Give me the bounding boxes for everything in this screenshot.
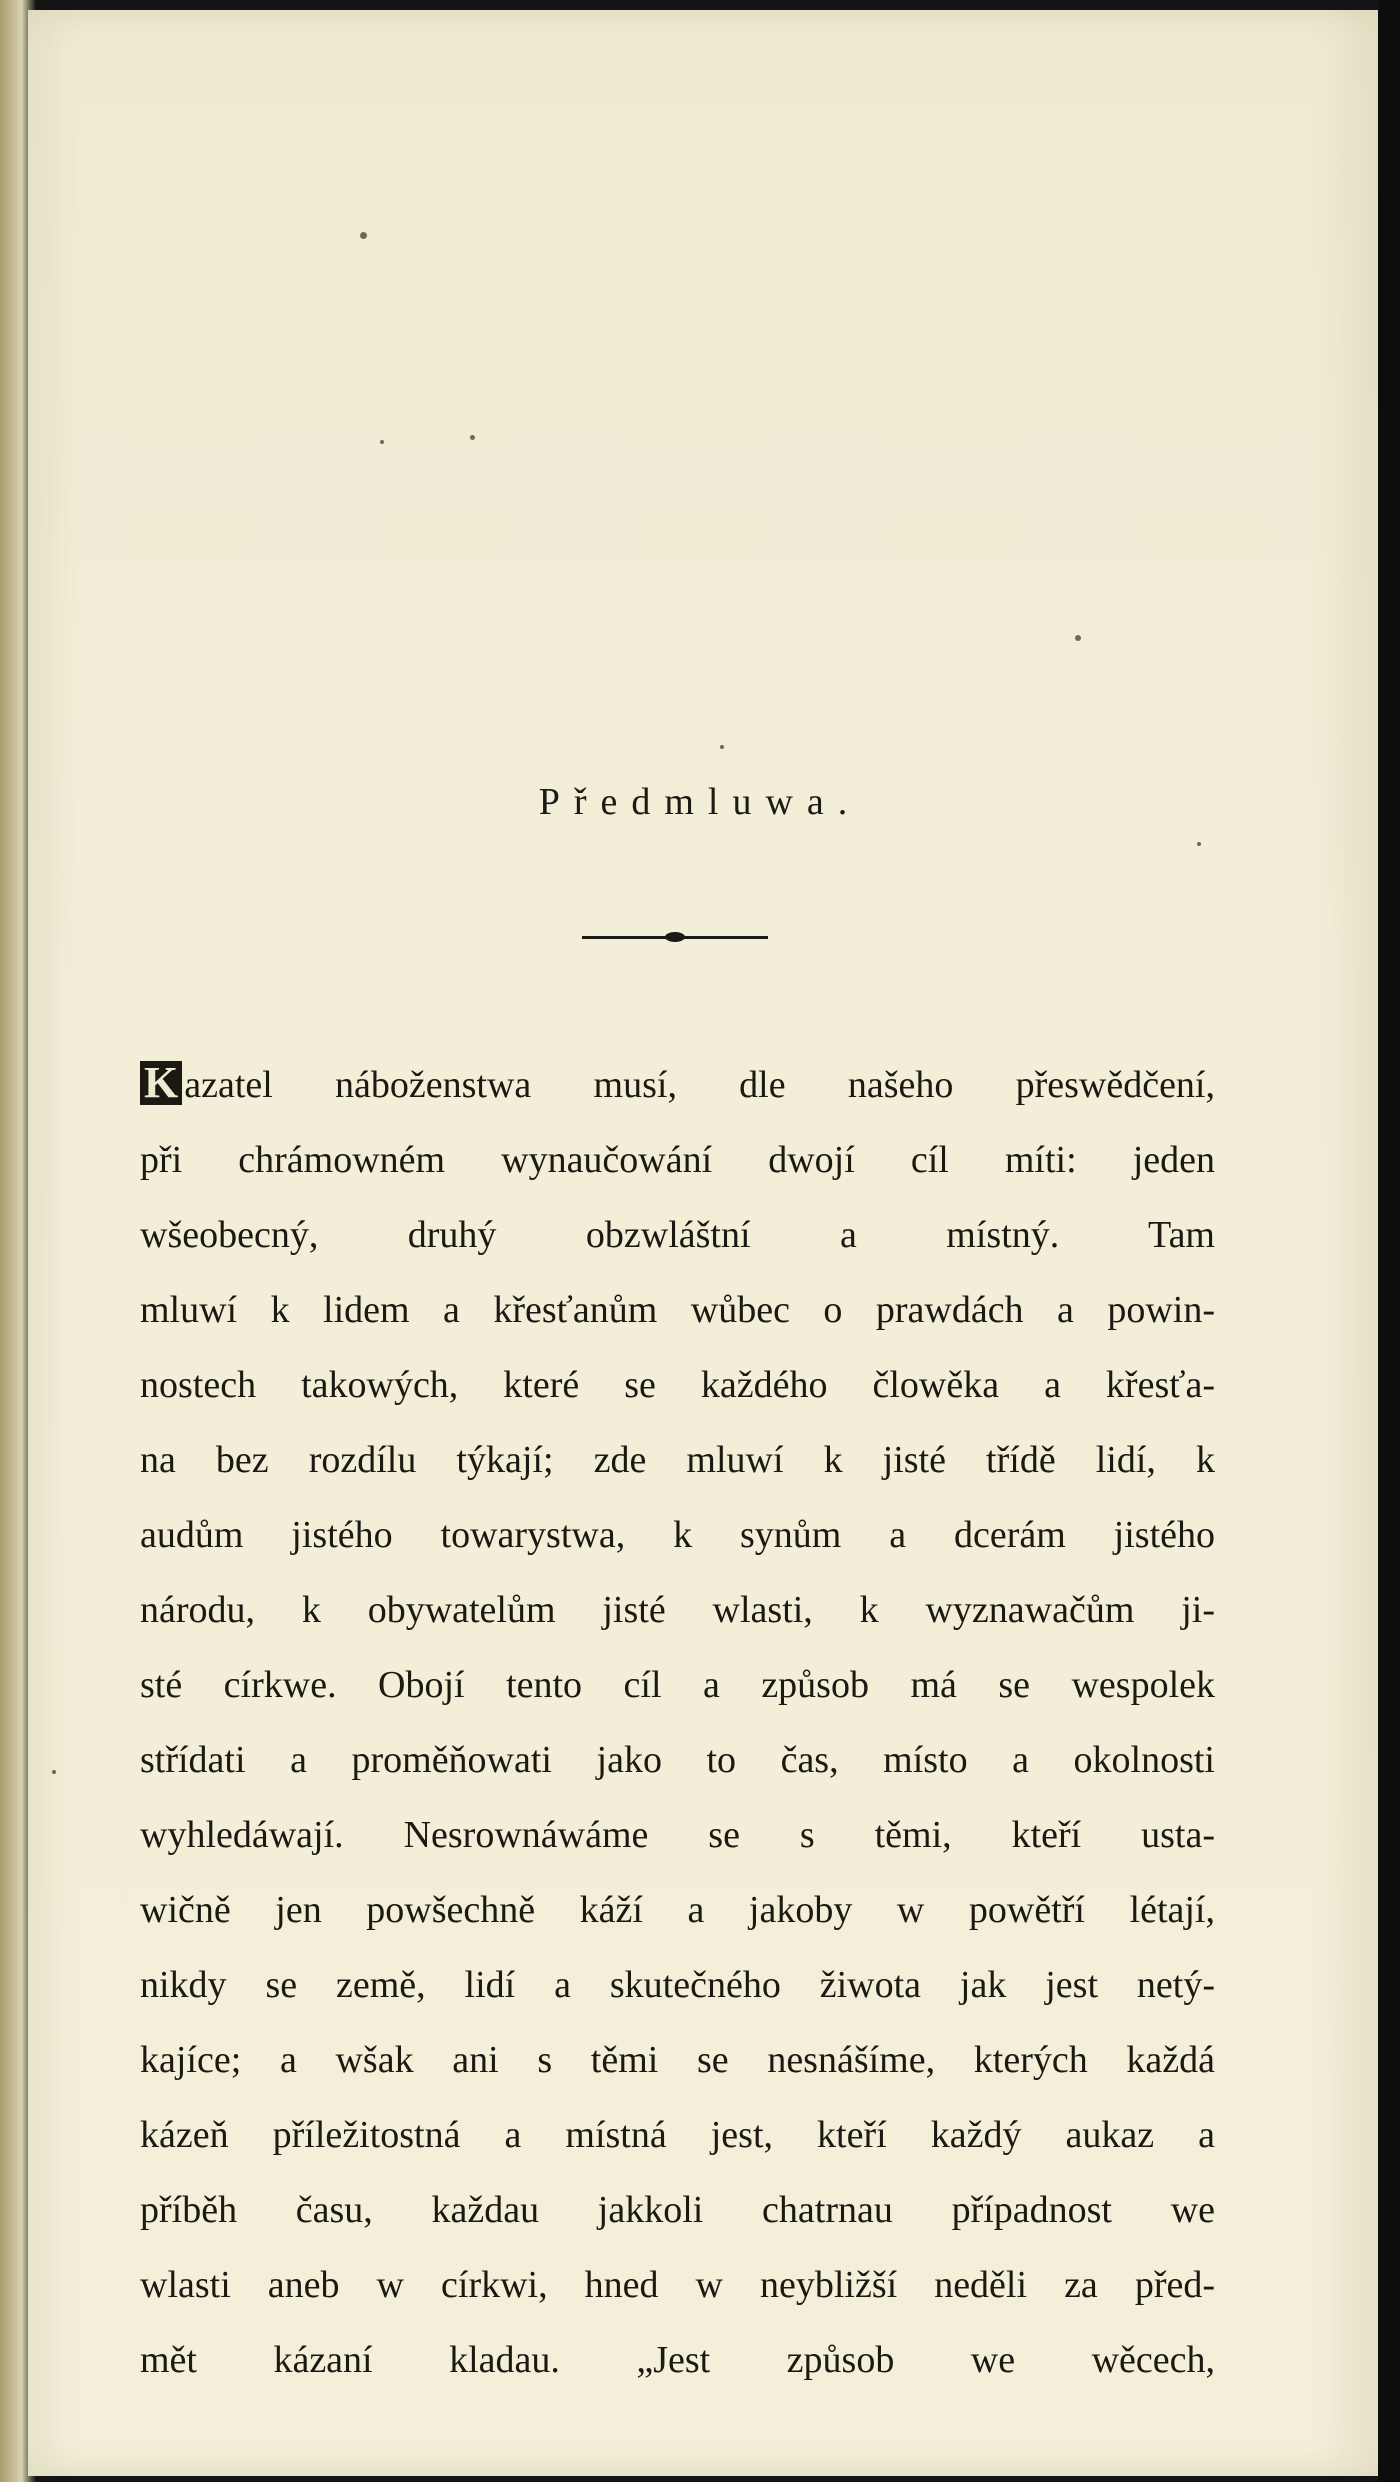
text-line: K azatel náboženstwa musí, dle našeho přeswědčení, bbox=[140, 1048, 1215, 1123]
text-line: nikdy se země, lidí a skutečného žiwota jak jest netý- bbox=[140, 1964, 1215, 2006]
body-text bbox=[140, 1048, 1215, 2398]
text-line: kázeň příležitostná a místná jest, kteří každý aukaz a bbox=[140, 2114, 1215, 2156]
text-line: příběh času, každau jakkoli chatrnau případnost we bbox=[140, 2189, 1215, 2231]
paper-speck bbox=[720, 745, 724, 749]
page-right-border bbox=[1378, 0, 1400, 2482]
text-line: wičně jen powšechně káží a jakoby w powětří létají, bbox=[140, 1889, 1215, 1931]
text-line: wšeobecný, druhý obzwláštní a místný. Tam bbox=[140, 1214, 1215, 1256]
text-line: kajíce; a wšak ani s těmi se nesnášíme, kterých každá bbox=[140, 2039, 1215, 2081]
text-line: střídati a proměňowati jako to čas, místo a okolnosti bbox=[140, 1739, 1215, 1781]
paper-speck bbox=[1197, 842, 1201, 846]
text-line: mluwí k lidem a křesťanům wůbec o prawdách a powin- bbox=[140, 1289, 1215, 1331]
paper-speck bbox=[380, 440, 384, 444]
text-line: mět kázaní kladau. „Jest způsob we wěcech, bbox=[140, 2339, 1215, 2381]
text-line: národu, k obywatelům jisté wlasti, k wyznawačům ji- bbox=[140, 1589, 1215, 1631]
title-divider-ornament bbox=[665, 932, 685, 942]
text-line: wyhledáwají. Nesrownáwáme se s těmi, kteří usta- bbox=[140, 1814, 1215, 1856]
text-line: na bez rozdílu týkají; zde mluwí k jisté třídě lidí, k bbox=[140, 1439, 1215, 1481]
paper-speck bbox=[360, 232, 367, 239]
text-line: audům jistého towarystwa, k synům a dcerám jistého bbox=[140, 1514, 1215, 1556]
paper-speck bbox=[52, 1770, 56, 1774]
paper-speck bbox=[1075, 635, 1081, 641]
drop-cap: K bbox=[140, 1061, 182, 1105]
paper-speck bbox=[470, 435, 475, 440]
text-line: nostech takowých, které se každého člowěka a křesťa- bbox=[140, 1364, 1215, 1406]
page-title: Předmluwa. bbox=[538, 781, 862, 823]
text-line: wlasti aneb w církwi, hned w neybližší neděli za před- bbox=[140, 2264, 1215, 2306]
text-line: při chrámowném wynaučowání dwojí cíl míti: jeden bbox=[140, 1139, 1215, 1181]
text-line: sté církwe. Obojí tento cíl a způsob má se wespolek bbox=[140, 1664, 1215, 1706]
